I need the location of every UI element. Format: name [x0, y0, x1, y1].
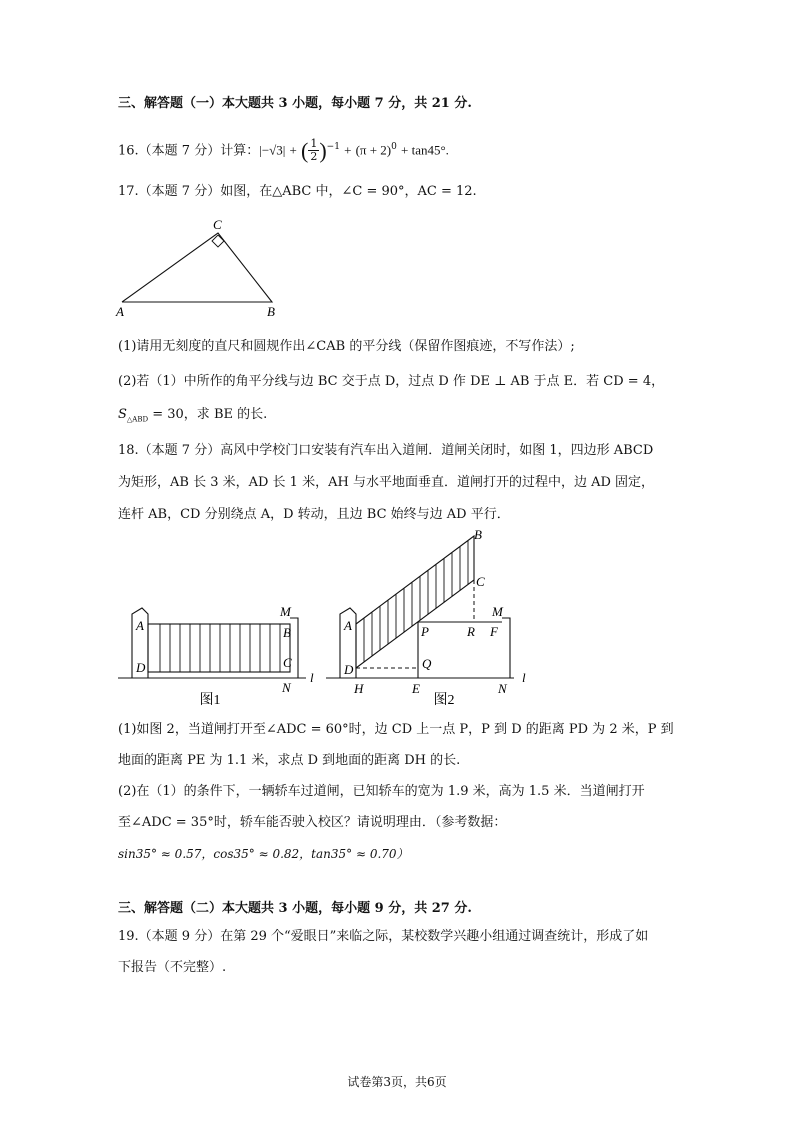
fig2-label-q: Q: [422, 656, 432, 671]
q17-area-rest: = 30，求 BE 的长.: [148, 407, 268, 422]
q16-plus-1: +: [289, 142, 297, 158]
fig2-label-r: R: [467, 624, 475, 639]
gate-parallelogram-2: [356, 536, 474, 668]
label-b: B: [267, 304, 275, 319]
gate-bars-2: [364, 540, 468, 662]
q16-right-paren: ): [319, 137, 327, 163]
fig1-label-n: N: [282, 680, 291, 695]
fig2-label-c: C: [476, 574, 485, 589]
q17-part1: (1)请用无刻度的直尺和圆规作出∠CAB 的平分线（保留作图痕迹，不写作法）;: [118, 339, 575, 354]
gate-bars-1: [160, 624, 280, 672]
q16-frac-den: 2: [310, 150, 318, 164]
fig2-caption: 图2: [433, 693, 455, 708]
q16-tail: + tan45°.: [401, 142, 449, 158]
label-c: C: [213, 217, 222, 232]
fig2-label-l: l: [522, 670, 526, 685]
q16-exp-neg1: −1: [326, 142, 340, 152]
fig2-label-a: A: [344, 618, 352, 633]
q18-part2-line2: 至∠ADC = 35°时，轿车能否驶入校区？请说明理由．（参考数据：: [118, 815, 507, 830]
q18-part1-line2: 地面的距离 PE 为 1.1 米，求点 D 到地面的距离 DH 的长.: [118, 753, 461, 768]
q16-abs: |−√3|: [259, 142, 286, 158]
fig2-label-h: H: [354, 681, 364, 696]
gate-rect-1: [148, 624, 290, 672]
q17-area-sub: △ABD: [126, 415, 149, 424]
q17-part2-line1: (2)若（1）中所作的角平分线与边 BC 交于点 D，过点 D 作 DE ⊥ AB 于点 E．若 CD = 4，: [118, 374, 665, 389]
label-a: A: [116, 304, 124, 319]
q18-part2-line3: sin35° ≈ 0.57，cos35° ≈ 0.82，tan35° ≈ 0.70）: [118, 847, 409, 861]
gate-figure-1: [118, 600, 318, 710]
section-heading-2: 三、解答题（二）本大题共 3 小题，每小题 9 分，共 27 分.: [118, 901, 472, 916]
q16-fraction: [308, 138, 319, 163]
fig1-label-m: M: [280, 604, 291, 619]
fig1-label-d: D: [136, 660, 146, 675]
fig2-label-m: M: [492, 604, 503, 619]
question-17-stem: 17.（本题 7 分）如图，在△ABC 中，∠C = 90°，AC = 12.: [118, 184, 477, 199]
question-16: [118, 138, 449, 163]
triangle-figure: [110, 212, 290, 322]
fig2-label-p: P: [421, 624, 429, 639]
fig2-label-e: E: [412, 681, 420, 696]
q16-frac-num: 1: [310, 137, 318, 151]
q18-part1-line1: (1)如图 2，当道闸打开至∠ADC = 60°时，边 CD 上一点 P，P 到 D 的距离 PD 为 2 米，P 到: [118, 722, 674, 737]
fig1-label-a: A: [136, 618, 144, 633]
q18-line1: 18.（本题 7 分）高风中学校门口安装有汽车出入道闸．道闸关闭时，如图 1，四边形 ABCD: [118, 443, 654, 458]
q16-prefix: 16.（本题 7 分）计算：: [118, 143, 260, 159]
q18-part2-line1: (2)在（1）的条件下，一辆轿车过道闸，已知轿车的宽为 1.9 米，高为 1.5 米．当道闸打开: [118, 784, 645, 799]
fig1-label-b: B: [283, 625, 291, 640]
q17-area-symbol: S: [118, 407, 127, 422]
fig2-label-b: B: [474, 527, 482, 542]
q18-line3: 连杆 AB，CD 分别绕点 A，D 转动，且边 BC 始终与边 AD 平行．: [118, 507, 510, 522]
q16-exp-0: 0: [391, 142, 397, 152]
fig1-label-c: C: [283, 655, 292, 670]
gate-post-right-2: [502, 618, 510, 678]
fig2-label-n: N: [498, 681, 507, 696]
q16-plus-2: +: [344, 142, 352, 158]
gate-figure-2: [326, 526, 536, 716]
q16-paren: (π + 2): [355, 142, 392, 158]
q19-line2: 下报告（不完整）.: [118, 960, 227, 975]
q17-part2-line2: [118, 406, 267, 429]
fig2-label-f: F: [490, 624, 498, 639]
section-heading-1: 三、解答题（一）本大题共 3 小题，每小题 7 分，共 21 分.: [118, 96, 472, 111]
q19-line1: 19.（本题 9 分）在第 29 个“爱眼日”来临之际，某校数学兴趣小组通过调查统计，形成了如: [118, 929, 649, 944]
triangle-abc: [122, 233, 272, 302]
fig2-label-d: D: [344, 662, 354, 677]
page-footer: 试卷第3页，共6页: [347, 1075, 447, 1089]
fig1-caption: 图1: [199, 693, 221, 708]
fig1-label-l: l: [310, 670, 314, 685]
q16-left-paren: (: [301, 137, 309, 163]
q18-line2: 为矩形，AB 长 3 米，AD 长 1 米，AH 与水平地面垂直．道闸打开的过程中，边 AD 固定，: [118, 475, 655, 490]
right-angle-mark: [212, 235, 224, 247]
